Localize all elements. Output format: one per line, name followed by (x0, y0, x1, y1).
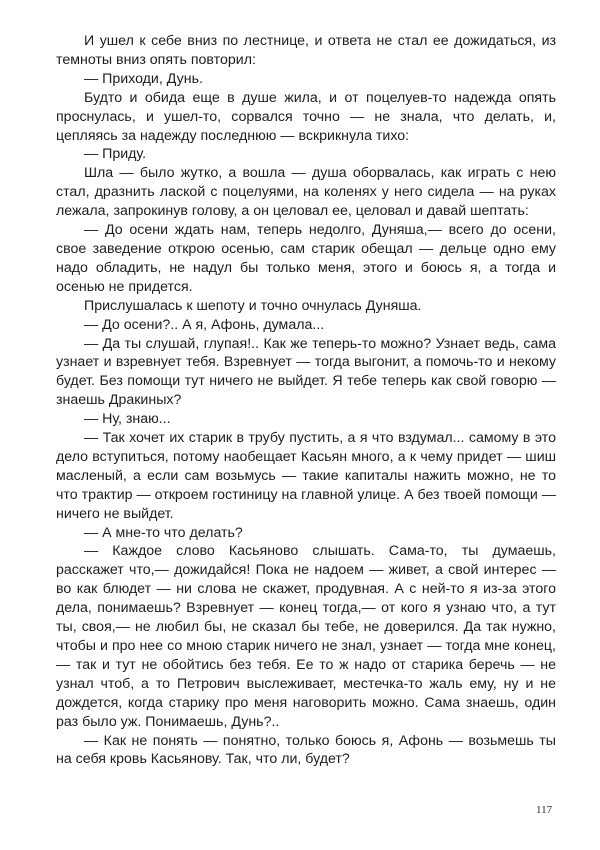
paragraph: — Приходи, Дунь. (84, 70, 203, 87)
page-number: 117 (536, 804, 553, 816)
book-page-text (56, 32, 556, 769)
paragraph: Шла — было жутко, а вошла — душа оборвалась, как играть с нею стал, дразнить лаской с поцелуями, на коленях у него сидела — на руках лежала, запрокинув голову, а он целовал ее, целовал и давай шептать: (56, 165, 556, 220)
paragraph: — Ну, знаю... (84, 411, 171, 428)
paragraph: — Так хочет их старик в трубу пустить, а я что вздумал... самому в это дело вступиться, потому наобещает Касьян много, а к чему придет — шиш масленый, а если сам возьмусь — такие капиталы нажить можно, не то что трактир — откроем гостиницу на главной улице. А без твоей помощи — ничего не выйдет. (56, 430, 556, 522)
paragraph: И ушел к себе вниз по лестнице, и ответа не стал ее дожидаться, из темноты вниз опять повторил: (56, 33, 556, 68)
paragraph: Прислушалась к шепоту и точно очнулась Дуняша. (84, 297, 422, 314)
paragraph: — Да ты слушай, глупая!.. Как же теперь-то можно? Узнает ведь, сама узнает и взревнует тебя. Взревнует — тогда выгонит, а помочь-то и некому будет. Без помощи тут ничего не выйдет. Я тебе теперь как свой говорю — знаешь Дракиных? (56, 335, 556, 409)
paragraph: — До осени ждать нам, теперь недолго, Дуняша,— всего до осени, свое заведение открою осенью, сам старик обещал — дельце одно ему надо обладить, не надул бы только меня, этого и боюсь я, а тогда и осенью не придется. (56, 222, 556, 295)
paragraph: Будто и обида еще в душе жила, и от поцелуев-то надежда опять проснулась, и ушел-то, сорвался точно — не знала, что делать, и, цепляясь за надежду последнюю — вскрикнула тихо: (56, 89, 556, 144)
paragraph: — Каждое слово Касьяново слышать. Сама-то, ты думаешь, расскажет что,— дожидайся! Пока не надоем — живет, а свой интерес — во как блюдет — ни слова не скажет, продувная. А с ней-то я из-за этого дела, понимаешь? Взревнует — конец тогда,— от кого я узнаю что, а тут ты, своя,— не любил бы, не сказал бы тебе, не доверился. Да так нужно, чтобы и про нее со мною старик ничего не знал, узнает — тогда мне конец,— так и тут не обойтись без тебя. Ее то ж надо от старика беречь — не узнал чтоб, а то Петрович выслеживает, местечка-то жаль ему, ну и не дождется, когда старику про меня наговорить можно. Сама знаешь, один раз было уж. Понимаешь, Дунь?.. (56, 543, 556, 730)
paragraph: — До осени?.. А я, Афонь, думала... (84, 316, 325, 333)
paragraph: — Как не понять — понятно, только боюсь я, Афонь — возьмешь ты на себя кровь Касьянову. Так, что ли, будет? (56, 732, 556, 768)
paragraph: — А мне-то что делать? (84, 524, 243, 541)
paragraph: — Приду. (84, 146, 147, 163)
